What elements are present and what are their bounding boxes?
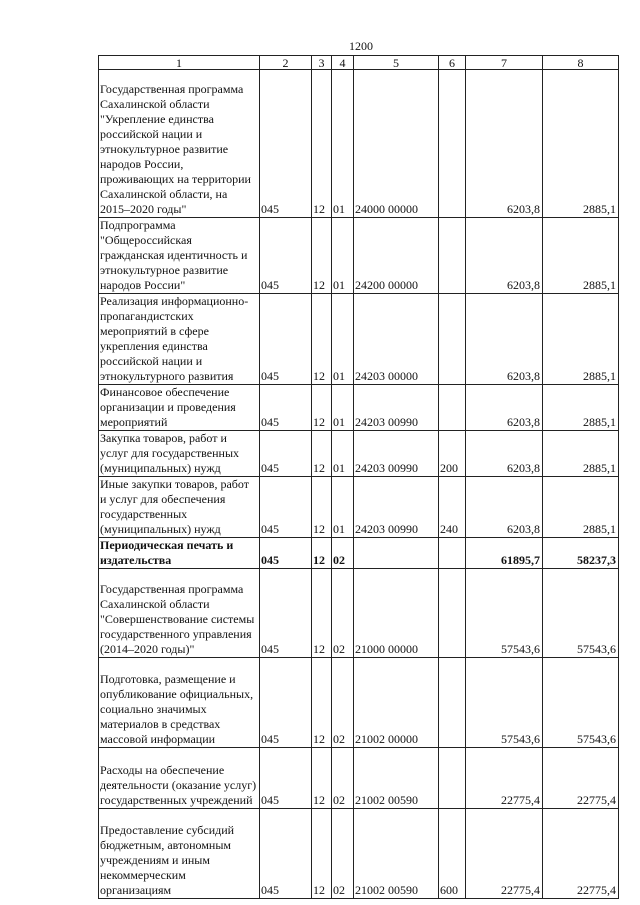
target-article-cell	[354, 538, 439, 569]
row-name-cell: Подготовка, размещение и опубликование официальных, социально значимых материалов в средствах массовой информации	[99, 658, 260, 748]
subsection-code-cell: 01	[332, 218, 354, 294]
subsection-code-cell: 02	[332, 538, 354, 569]
chapter-code-cell: 045	[260, 809, 312, 899]
amount-2017-cell: 6203,8	[466, 218, 543, 294]
chapter-code-cell: 045	[260, 385, 312, 431]
amount-2017-cell: 22775,4	[466, 748, 543, 809]
amount-2017-cell: 57543,6	[466, 658, 543, 748]
expense-type-cell	[439, 538, 466, 569]
table-row	[99, 538, 619, 569]
table-row	[99, 658, 619, 748]
subsection-code-cell: 02	[332, 569, 354, 658]
section-code-cell: 12	[312, 70, 332, 218]
row-name-cell: Закупка товаров, работ и услуг для государственных (муниципальных) нужд	[99, 431, 260, 477]
row-name-cell: Предоставление субсидий бюджетным, автономным учреждениям и иным некоммерческим организациям	[99, 809, 260, 899]
section-code-cell: 12	[312, 569, 332, 658]
amount-2017-cell: 57543,6	[466, 569, 543, 658]
target-article-cell: 21002 00590	[354, 748, 439, 809]
section-code-cell: 12	[312, 294, 332, 385]
target-article-cell: 21002 00590	[354, 809, 439, 899]
subsection-code-cell: 01	[332, 477, 354, 538]
amount-2018-cell: 22775,4	[543, 748, 619, 809]
target-article-cell: 21000 00000	[354, 569, 439, 658]
table-row	[99, 431, 619, 477]
amount-2018-cell: 57543,6	[543, 658, 619, 748]
chapter-code-cell: 045	[260, 431, 312, 477]
subsection-code-cell: 02	[332, 658, 354, 748]
amount-2017-cell: 61895,7	[466, 538, 543, 569]
expense-type-cell	[439, 218, 466, 294]
expense-type-cell: 200	[439, 431, 466, 477]
amount-2018-cell: 2885,1	[543, 218, 619, 294]
chapter-code-cell: 045	[260, 569, 312, 658]
section-code-cell: 12	[312, 748, 332, 809]
amount-2018-cell: 57543,6	[543, 569, 619, 658]
section-code-cell: 12	[312, 218, 332, 294]
amount-2017-cell: 6203,8	[466, 294, 543, 385]
amount-2018-cell: 2885,1	[543, 477, 619, 538]
col-header: 3	[312, 56, 332, 70]
expense-type-cell	[439, 385, 466, 431]
amount-2017-cell: 6203,8	[466, 477, 543, 538]
amount-2017-cell: 6203,8	[466, 431, 543, 477]
amount-2018-cell: 2885,1	[543, 385, 619, 431]
table-row	[99, 218, 619, 294]
row-name-cell: Государственная программа Сахалинской области "Совершенствование системы государственного управления (2014–2020 годы)"	[99, 569, 260, 658]
chapter-code-cell: 045	[260, 658, 312, 748]
row-name-cell: Иные закупки товаров, работ и услуг для обеспечения государственных (муниципальных) нужд	[99, 477, 260, 538]
amount-2017-cell: 6203,8	[466, 70, 543, 218]
expense-type-cell	[439, 748, 466, 809]
expense-type-cell	[439, 569, 466, 658]
subsection-code-cell: 01	[332, 431, 354, 477]
col-header: 2	[260, 56, 312, 70]
section-code-cell: 12	[312, 538, 332, 569]
target-article-cell: 24000 00000	[354, 70, 439, 218]
row-name-cell: Финансовое обеспечение организации и проведения мероприятий	[99, 385, 260, 431]
expense-type-cell	[439, 658, 466, 748]
target-article-cell: 24203 00990	[354, 477, 439, 538]
amount-2017-cell: 6203,8	[466, 385, 543, 431]
expense-type-cell	[439, 294, 466, 385]
amount-2018-cell: 2885,1	[543, 431, 619, 477]
table-row	[99, 477, 619, 538]
target-article-cell: 21002 00000	[354, 658, 439, 748]
expense-type-cell: 240	[439, 477, 466, 538]
amount-2017-cell: 22775,4	[466, 809, 543, 899]
amount-2018-cell: 58237,3	[543, 538, 619, 569]
row-name-cell: Реализация информационно-пропагандистских мероприятий в сфере укрепления единства российской нации и этнокультурного развития	[99, 294, 260, 385]
subsection-code-cell: 01	[332, 385, 354, 431]
col-header: 7	[466, 56, 543, 70]
amount-2018-cell: 2885,1	[543, 70, 619, 218]
budget-table	[98, 55, 619, 899]
table-row	[99, 748, 619, 809]
row-name-cell: Периодическая печать и издательства	[99, 538, 260, 569]
row-name-cell: Государственная программа Сахалинской области "Укрепление единства российской нации и этнокультурное развитие народов России, проживающих на территории Сахалинской области, на 2015–2020 годы"	[99, 70, 260, 218]
chapter-code-cell: 045	[260, 218, 312, 294]
header-row	[99, 56, 619, 70]
expense-type-cell: 600	[439, 809, 466, 899]
subsection-code-cell: 02	[332, 809, 354, 899]
col-header: 4	[332, 56, 354, 70]
row-name-cell: Расходы на обеспечение деятельности (оказание услуг) государственных учреждений	[99, 748, 260, 809]
section-code-cell: 12	[312, 809, 332, 899]
subsection-code-cell: 02	[332, 748, 354, 809]
target-article-cell: 24203 00000	[354, 294, 439, 385]
section-code-cell: 12	[312, 477, 332, 538]
table-row	[99, 385, 619, 431]
chapter-code-cell: 045	[260, 748, 312, 809]
table-row	[99, 809, 619, 899]
target-article-cell: 24203 00990	[354, 385, 439, 431]
amount-2018-cell: 2885,1	[543, 294, 619, 385]
expense-type-cell	[439, 70, 466, 218]
target-article-cell: 24203 00990	[354, 431, 439, 477]
section-code-cell: 12	[312, 385, 332, 431]
chapter-code-cell: 045	[260, 477, 312, 538]
table-row	[99, 294, 619, 385]
page-number: 1200	[349, 39, 373, 53]
section-code-cell: 12	[312, 431, 332, 477]
chapter-code-cell: 045	[260, 70, 312, 218]
table-row	[99, 70, 619, 218]
subsection-code-cell: 01	[332, 294, 354, 385]
subsection-code-cell: 01	[332, 70, 354, 218]
amount-2018-cell: 22775,4	[543, 809, 619, 899]
chapter-code-cell: 045	[260, 294, 312, 385]
table-row	[99, 569, 619, 658]
target-article-cell: 24200 00000	[354, 218, 439, 294]
col-header: 1	[99, 56, 260, 70]
col-header: 5	[354, 56, 439, 70]
col-header: 8	[543, 56, 619, 70]
section-code-cell: 12	[312, 658, 332, 748]
chapter-code-cell: 045	[260, 538, 312, 569]
col-header: 6	[439, 56, 466, 70]
row-name-cell: Подпрограмма "Общероссийская гражданская идентичность и этнокультурное развитие народов России"	[99, 218, 260, 294]
